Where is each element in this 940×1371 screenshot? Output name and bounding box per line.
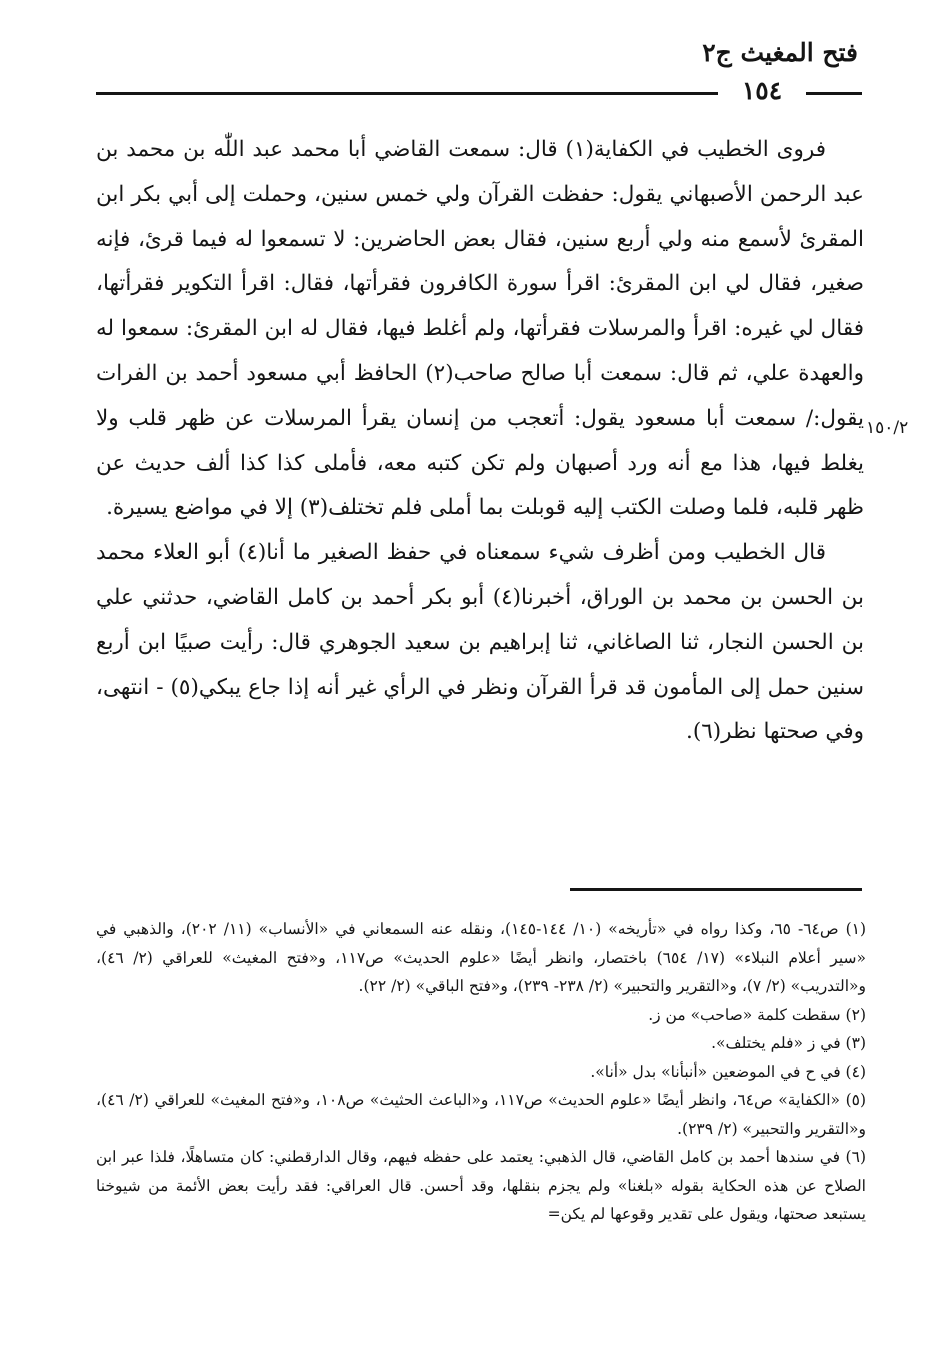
main-text — [96, 128, 864, 755]
paragraph: فروى الخطيب في الكفاية(١) قال: سمعت القاضي أبا محمد عبد اللّٰه بن محمد بن عبد الرحمن الأصبهاني يقول: حفظت القرآن ولي خمس سنين، وحملت إلى أبي بكر ابن المقرئ لأسمع منه ولي أربع سنين، فقال بعض الحاضرين: لا تسمعوا له فيما قرئ، فإنه صغير، فقال لي ابن المقرئ: اقرأ سورة الكافرون فقرأتها، فقال: اقرأ التكوير فقرأتها، فقال لي غيره: اقرأ والمرسلات فقرأتها، ولم أغلط فيها، فقال له ابن المقرئ: سمعوا له والعهدة علي، ثم قال: سمعت أبا صالح صاحب(٢) الحافظ أبي مسعود أحمد بن الفرات يقول:/ سمعت أبا مسعود يقول: أتعجب من إنسان يقرأ المرسلات عن ظهر قلب ولا يغلط فيها، هذا مع أنه ورد أصبهان ولم تكن كتبه معه، فأملى كذا كذا ألف حديث عن ظهر قلبه، فلما وصلت الكتب إليه قوبلت بما أملى فلم تختلف(٣) إلا في مواضع يسيرة. — [96, 137, 865, 521]
footnote-separator — [570, 888, 862, 891]
page-number: ١٥٤ — [741, 76, 783, 105]
manuscript-folio-note: ١٥٠/٢ — [866, 418, 909, 438]
footnote: (١) ص٦٤- ٦٥، وكذا رواه في «تأريخه» (١٠/ ١٤٤-١٤٥)، ونقله عنه السمعاني في «الأنساب» (١١/ ٢٠٢)، والذهبي في «سير أعلام النبلاء» (١٧/ ٦٥٤) باختصار، وانظر أيضًا «علوم الحديث» ص١١٧، و«فتح المغيث» للعراقي (٢/ ٤٦)، و«التدريب» (٢/ ٧)، و«التقرير والتحبير» (٢/ ٢٣٨- ٢٣٩)، و«فتح الباقي» (٢/ ٢٢). — [96, 920, 867, 995]
header-rule-short — [806, 92, 862, 95]
running-title: فتح المغيث ج٢ — [702, 38, 858, 67]
paragraph: قال الخطيب ومن أظرف شيء سمعناه في حفظ الصغير ما أنا(٤) أبو العلاء محمد بن الحسن بن محمد بن الوراق، أخبرنا(٤) أبو بكر أحمد بن كامل القاضي، حدثني علي بن الحسن النجار، ثنا الصاغاني، ثنا إبراهيم بن سعيد الجوهري قال: رأيت صبيًا ابن أربع سنين حمل إلى المأمون قد قرأ القرآن ونظر في الرأي غير أنه إذا جاع يبكي(٥) - انتهى، وفي صحتها نظر(٦). — [96, 540, 864, 745]
footnote: (٥) «الكفاية» ص٦٤، وانظر أيضًا «علوم الحديث» ص١١٧، و«الباعث الحثيث» ص١٠٨، و«فتح المغيث» للعراقي (٢/ ٤٦)، و«التقرير والتحبير» (٢/ ٢٣٩). — [96, 1091, 867, 1138]
footnote: (٢) سقطت كلمة «صاحب» من ز. — [648, 1005, 866, 1024]
footnote: (٤) في ح في الموضعين «أنبأنا» بدل «أنا». — [590, 1062, 866, 1081]
footnote: (٣) في ز «فلم يختلف». — [711, 1034, 866, 1052]
footnotes — [96, 915, 866, 1229]
footnote: (٦) في سندها أحمد بن كامل القاضي، قال الذهبي: يعتمد على حفظه فيهم، وقال الدارقطني: كان متساهلًا، فلذا عبر ابن الصلاح عن هذه الحكاية بقوله «بلغنا» ولم يجزم بنقلها، وقد أحسن. قال العراقي: فقد رأيت بعض الأئمة من شيوخنا يستبعد صحتها، ويقول على تقدير وقوعها لم يكن= — [96, 1148, 866, 1223]
header-rule — [96, 92, 718, 95]
